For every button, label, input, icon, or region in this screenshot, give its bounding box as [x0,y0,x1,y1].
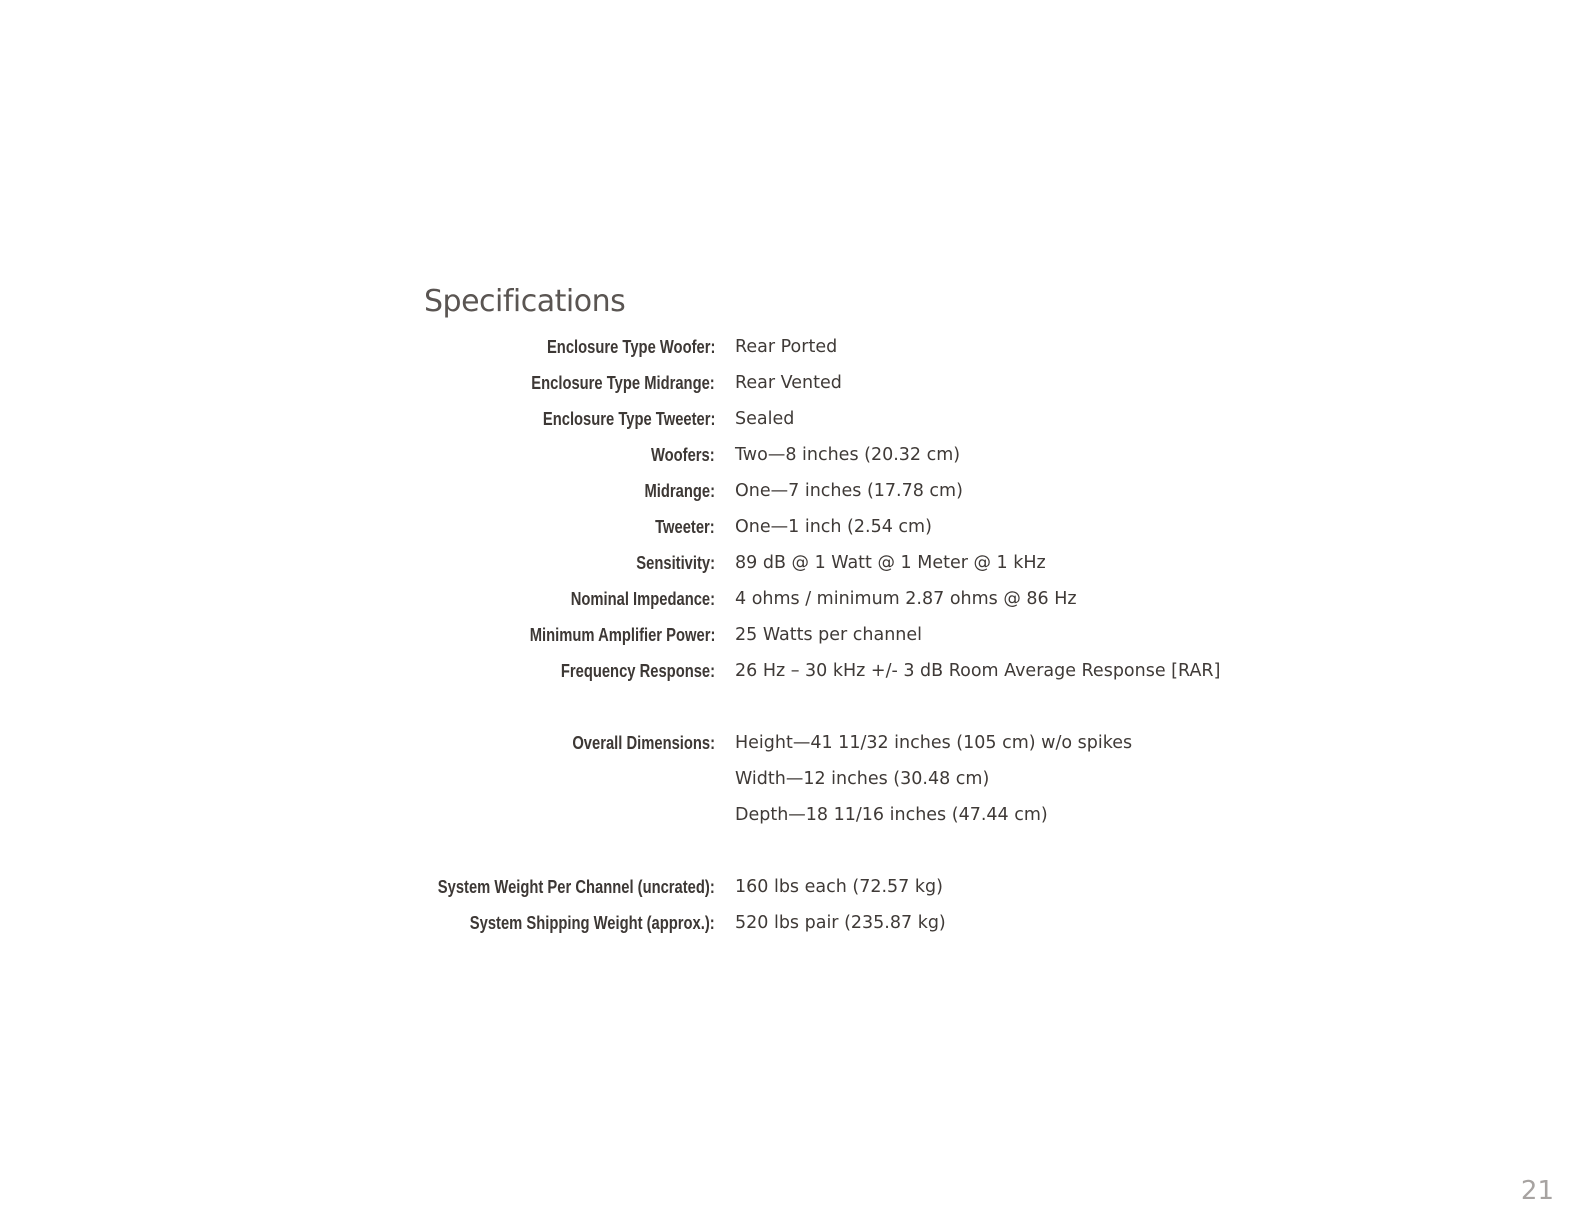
spec-label: Midrange: [644,481,715,501]
spec-row-dimension-depth [0,799,1584,835]
spec-label: Tweeter: [655,517,715,537]
spec-row-overall-dimensions [0,727,1584,763]
spec-value: Two—8 inches (20.32 cm) [735,445,961,465]
spec-row-woofers [0,439,1584,475]
spec-row-enclosure-tweeter [0,403,1584,439]
spec-label: Enclosure Type Tweeter: [542,409,715,429]
page-title: Specifications [424,284,626,319]
spec-value: 26 Hz – 30 kHz +/- 3 dB Room Average Response [RAR] [735,661,1221,681]
page-number: 21 [1520,1176,1554,1206]
spec-label: System Shipping Weight (approx.): [470,913,715,933]
spec-value: Sealed [735,409,795,429]
spec-label: Sensitivity: [636,553,715,573]
spec-row-minimum-amplifier-power [0,619,1584,655]
spec-value: 160 lbs each (72.57 kg) [735,877,943,897]
spec-row-sensitivity [0,547,1584,583]
spec-row-dimension-width [0,763,1584,799]
dimension-height: Height—41 11/32 inches (105 cm) w/o spikes [735,733,1133,753]
spec-value: 4 ohms / minimum 2.87 ohms @ 86 Hz [735,589,1077,609]
spec-value: 89 dB @ 1 Watt @ 1 Meter @ 1 kHz [735,553,1046,573]
spec-row-enclosure-midrange [0,367,1584,403]
spec-value: One—1 inch (2.54 cm) [735,517,932,537]
spec-value: 520 lbs pair (235.87 kg) [735,913,946,933]
spec-row-midrange [0,475,1584,511]
spec-row-enclosure-woofer [0,331,1584,367]
spec-label: Enclosure Type Woofer: [546,337,715,357]
spec-label: Overall Dimensions: [572,733,715,753]
spec-label: Enclosure Type Midrange: [531,373,715,393]
spec-value: Rear Vented [735,373,842,393]
spec-label: Nominal Impedance: [570,589,715,609]
spec-value: Rear Ported [735,337,838,357]
spec-label: Frequency Response: [560,661,715,681]
spec-row-system-weight-per-channel [0,871,1584,907]
spec-row-tweeter [0,511,1584,547]
spec-value: One—7 inches (17.78 cm) [735,481,963,501]
spec-value: 25 Watts per channel [735,625,923,645]
dimension-width: Width—12 inches (30.48 cm) [735,769,990,789]
spec-label: System Weight Per Channel (uncrated): [438,877,715,897]
spec-row-frequency-response [0,655,1584,691]
spec-label: Minimum Amplifier Power: [529,625,715,645]
spec-row-system-shipping-weight [0,907,1584,943]
spec-row-nominal-impedance [0,583,1584,619]
dimension-depth: Depth—18 11/16 inches (47.44 cm) [735,805,1048,825]
spec-label: Woofers: [651,445,715,465]
